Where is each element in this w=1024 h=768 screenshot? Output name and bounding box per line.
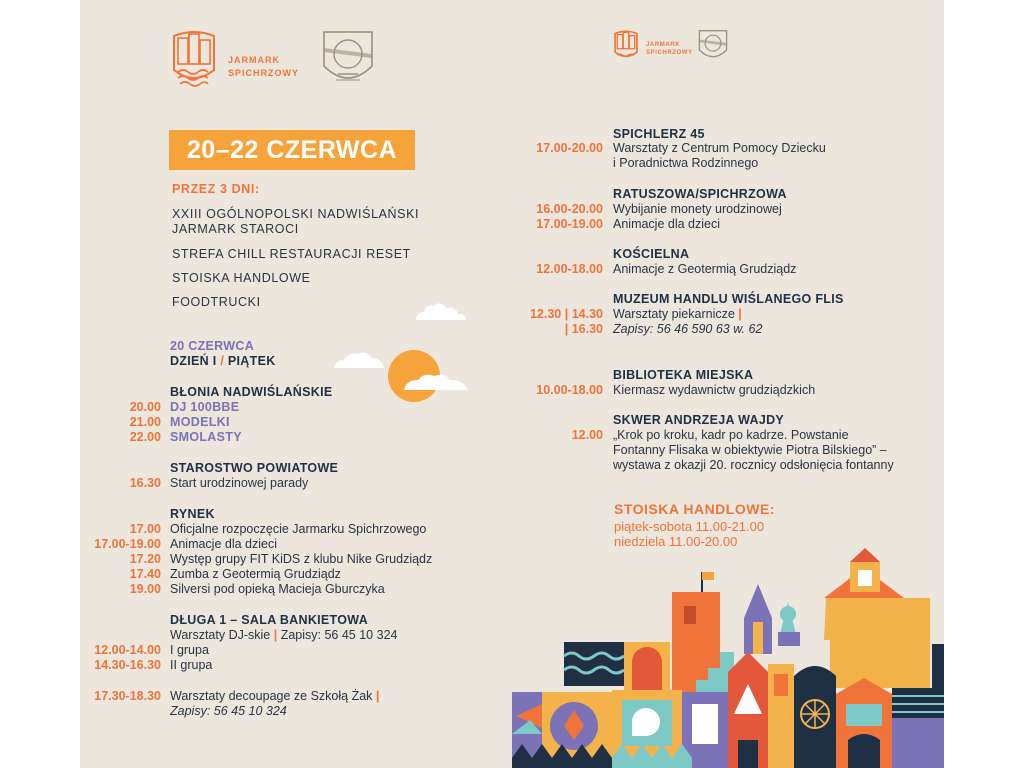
dluga-time-1: 12.00-14.00	[94, 643, 161, 657]
sun-icon	[334, 350, 474, 406]
dluga-text-1: I grupa	[170, 643, 209, 657]
muzeum-title: MUZEUM HANDLU WIŚLANEGO FLIS	[613, 292, 844, 306]
muzeum-text	[613, 307, 742, 322]
dluga-text-2: II grupa	[170, 658, 213, 672]
small-brand-line-1: JARMARK	[646, 42, 681, 48]
starostwo-text-1: Start urodzinowej parady	[170, 476, 309, 490]
stoiska-line-2: niedziela 11.00-20.00	[614, 534, 738, 549]
skwer-line-3: wystawa z okazji 20. rocznicy odsłonięcia fontanny	[613, 458, 894, 472]
spichlerz-line-1: Warsztaty z Centrum Pomocy Dziecku	[613, 141, 826, 155]
rynek-text-2: Animacje dla dzieci	[170, 537, 277, 551]
spichlerz-time: 17.00-20.00	[536, 141, 603, 155]
skwer-line-2: Fontanny Flisaka w obiektywie Piotra Bilskiego” –	[613, 443, 887, 457]
decoupage-time: 17.30-18.30	[94, 689, 161, 703]
skwer-title: SKWER ANDRZEJA WAJDY	[613, 413, 785, 427]
muzeum-time-a: 12.30	[529, 307, 562, 321]
stoiska-line-1: piątek-sobota 11.00-21.00	[614, 519, 765, 534]
three-days-heading: PRZEZ 3 DNI:	[172, 182, 260, 196]
rynek-text-5: Silversi pod opieką Macieja Gburczyka	[170, 582, 385, 596]
poster-sheet	[80, 0, 944, 768]
skwer-time: 12.00	[571, 428, 603, 442]
small-brand-line-2: SPICHRZOWY	[646, 50, 693, 56]
rynek-time-2: 17.00-19.00	[94, 537, 161, 551]
blonia-time-3: 22.00	[129, 430, 161, 444]
muzeum-zapisy: Zapisy: 56 46 590 63 w. 62	[613, 322, 763, 336]
rynek-text-1: Oficjalne rozpoczęcie Jarmarku Spichrzowego	[170, 522, 427, 536]
rynek-time-1: 17.00	[129, 522, 161, 536]
koscielna-title: KOŚCIELNA	[613, 247, 690, 261]
ratuszowa-text-2: Animacje dla dzieci	[613, 217, 720, 231]
blonia-text-2: MODELKI	[170, 415, 230, 429]
biblioteka-time: 10.00-18.00	[536, 383, 603, 397]
skwer-line-1: „Krok po kroku, kadr po kadrze. Powstanie	[613, 428, 849, 442]
three-days-item-3: STREFA CHILL RESTAURACJI RESET	[172, 247, 411, 261]
muzeum-time-b: 14.30	[571, 307, 603, 321]
muzeum-time-pipe: |	[564, 307, 569, 321]
three-days-item-2: JARMARK STAROCI	[172, 222, 299, 236]
brand-line-1: JARMARK	[228, 55, 280, 65]
koscielna-time: 12.00-18.00	[536, 262, 603, 276]
granaries-logo-icon-small	[612, 28, 640, 64]
rynek-time-5: 19.00	[129, 582, 161, 596]
spichlerz-title: SPICHLERZ 45	[613, 127, 705, 141]
biblioteka-title: BIBLIOTEKA MIEJSKA	[613, 368, 754, 382]
dluga-intro-pipe: |	[273, 628, 278, 642]
blonia-time-2: 21.00	[129, 415, 161, 429]
decoupage-text	[170, 689, 379, 704]
day-separator: /	[220, 354, 225, 368]
granaries-logo-icon	[170, 26, 218, 92]
starostwo-title: STAROSTWO POWIATOWE	[170, 461, 339, 475]
day-date: 20 CZERWCA	[170, 339, 255, 353]
decoupage-pipe: |	[375, 689, 380, 703]
stoiska-title: STOISKA HANDLOWE:	[614, 501, 775, 517]
spichlerz-line-2: i Poradnictwa Rodzinnego	[613, 156, 759, 170]
blonia-text-3: SMOLASTY	[170, 430, 242, 444]
muzeum-times-row-1	[530, 307, 603, 322]
blonia-time-1: 20.00	[129, 400, 161, 414]
dluga-intro-a: Warsztaty DJ-skie	[170, 628, 271, 642]
day-label-b: PIĄTEK	[227, 354, 276, 368]
day-label-a: DZIEŃ I	[170, 354, 217, 368]
dluga-time-2: 14.30-16.30	[94, 658, 161, 672]
brand-logo	[170, 26, 300, 96]
ratuszowa-time-2: 17.00-19.00	[536, 217, 603, 231]
muzeum-time-c: 16.30	[571, 322, 603, 336]
cloud-icon	[412, 300, 468, 324]
koscielna-text: Animacje z Geotermią Grudziądz	[613, 262, 797, 276]
decoupage-label: Warsztaty decoupage ze Szkołą Żak	[170, 689, 373, 703]
muzeum-time-pipe-2: |	[564, 322, 569, 336]
biblioteka-text: Kiermasz wydawnictw grudziądzkich	[613, 383, 816, 397]
rynek-text-4: Zumba z Geotermią Grudziądz	[170, 567, 341, 581]
three-days-item-4: STOISKA HANDLOWE	[172, 271, 311, 285]
dluga-intro-b: Zapisy: 56 45 10 324	[280, 628, 398, 642]
muzeum-text-label: Warsztaty piekarnicze	[613, 307, 735, 321]
ratuszowa-title: RATUSZOWA/SPICHRZOWA	[613, 187, 787, 201]
town-illustration	[512, 544, 944, 768]
three-days-item-5: FOODTRUCKI	[172, 295, 261, 309]
dluga-intro	[170, 628, 397, 643]
ratuszowa-time-1: 16.00-20.00	[536, 202, 603, 216]
blonia-title: BŁONIA NADWIŚLAŃSKIE	[170, 385, 333, 399]
grudziadz-crest-icon	[318, 26, 378, 92]
blonia-text-1: DJ 100BBE	[170, 400, 240, 414]
ratuszowa-text-1: Wybijanie monety urodzinowej	[613, 202, 782, 216]
dluga-title: DŁUGA 1 – SALA BANKIETOWA	[170, 613, 369, 627]
decoupage-zapisy: Zapisy: 56 45 10 324	[170, 704, 287, 718]
rynek-text-3: Występ grupy FIT KiDS z klubu Nike Grudziądz	[170, 552, 433, 566]
rynek-time-4: 17.40	[129, 567, 161, 581]
rynek-time-3: 17.20	[129, 552, 161, 566]
city-crest-logo	[318, 26, 378, 96]
day-label	[170, 354, 276, 369]
three-days-item-1: XXIII OGÓLNOPOLSKI NADWIŚLAŃSKI	[172, 207, 420, 221]
rynek-title: RYNEK	[170, 507, 215, 521]
starostwo-time-1: 16.30	[129, 476, 161, 490]
muzeum-text-pipe: |	[738, 307, 742, 321]
grudziadz-crest-icon-small	[696, 26, 730, 66]
brand-line-2: SPICHRZOWY	[228, 68, 300, 78]
muzeum-times-row-2	[565, 322, 603, 337]
date-badge: 20–22 CZERWCA	[169, 130, 415, 170]
